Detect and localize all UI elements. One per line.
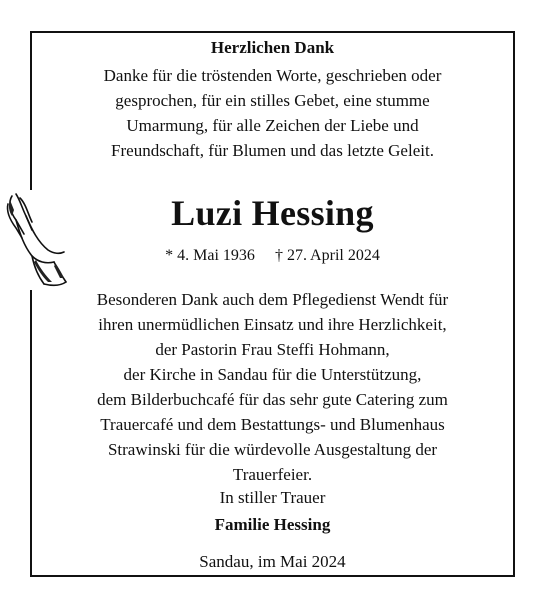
death-date: † 27. April 2024: [274, 247, 380, 264]
special-thanks-paragraph: [30, 287, 515, 487]
thanks-line: gesprochen, für ein stilles Gebet, eine stumme: [115, 91, 430, 110]
special-line: der Kirche in Sandau für die Unterstützung,: [123, 365, 422, 384]
special-line: dem Bilderbuchcafé für das sehr gute Catering zum: [97, 390, 448, 409]
family-signature: Familie Hessing: [214, 515, 331, 534]
special-line: Trauercafé und dem Bestattungs- und Blumenhaus: [100, 415, 445, 434]
special-line: Besonderen Dank auch dem Pflegedienst Wendt für: [96, 290, 449, 309]
thanks-paragraph: [30, 63, 515, 163]
special-line: Trauerfeier.: [232, 465, 313, 484]
deceased-name: Luzi Hessing: [171, 193, 374, 233]
special-line: Strawinski für die würdevolle Ausgestaltung der: [107, 440, 438, 459]
thanks-line: Freundschaft, für Blumen und das letzte Geleit.: [111, 141, 434, 160]
special-line: der Pastorin Frau Steffi Hohmann,: [155, 340, 390, 359]
place-date: Sandau, im Mai 2024: [199, 552, 346, 571]
birth-date: * 4. Mai 1936: [165, 247, 255, 264]
heading: Herzlichen Dank: [210, 38, 335, 57]
mourning-line: In stiller Trauer: [219, 488, 326, 507]
life-dates: [30, 245, 515, 267]
thanks-line: Danke für die tröstenden Worte, geschrieben oder: [103, 66, 442, 85]
special-line: ihren unermüdlichen Einsatz und ihre Herzlichkeit,: [98, 315, 447, 334]
thanks-line: Umarmung, für alle Zeichen der Liebe und: [126, 116, 419, 135]
